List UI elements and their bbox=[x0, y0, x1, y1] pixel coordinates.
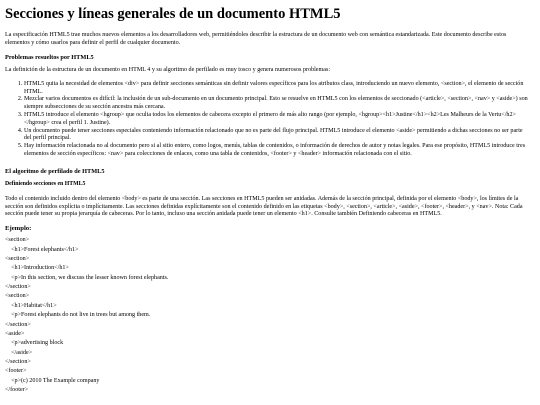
code-line: <p>In this section, we discuss the lesser known forest elephants. bbox=[5, 274, 169, 281]
code-line: </footer> bbox=[5, 387, 29, 394]
code-line: <section> bbox=[5, 293, 30, 300]
problems-list bbox=[5, 81, 530, 159]
intro-paragraph: La especificación HTML5 trae muchos nuevos elementos a los desarrolladores web, permitiéndoles describir la estructura de un documento web con semántica estandarizada. Este documento describe estos elementos y cómo usarlos para definir el perfil de cualquier documento. bbox=[5, 32, 507, 47]
code-line: <aside> bbox=[5, 330, 25, 337]
code-line: <section> bbox=[5, 237, 30, 244]
code-line: </section> bbox=[5, 359, 31, 366]
algorithm-heading: El algoritmo de perfilado de HTML5 bbox=[5, 167, 105, 175]
code-line: <p>(c) 2010 The Example company bbox=[5, 377, 100, 384]
code-example bbox=[5, 236, 530, 395]
code-line: <h1>Introduction</h1> bbox=[5, 265, 69, 272]
defining-sections-heading: Definiendo secciones en HTML5 bbox=[5, 180, 86, 187]
code-line: <p>Forest elephants do not live in trees but among them. bbox=[5, 312, 151, 319]
code-line: <p>advertising block bbox=[5, 340, 64, 347]
problem-item: 1. HTML5 quita la necesidad de elementos <div> para definir secciones semánticas sin definir valores específicos para los atributos class, introduciendo un nuevo elemento, <section>, el elemento de sección HTML. bbox=[24, 81, 530, 97]
code-line: <footer> bbox=[5, 368, 27, 375]
code-line: </section> bbox=[5, 321, 31, 328]
code-line: <section> bbox=[5, 255, 30, 262]
problem-item: 5. Hay información relacionada no al documento pero si al sitio entero, como logos, menús, tablas de contenidos, o información de derechos de autor y notas legales. Para ese propósito, HTML5 introduce tres elementos de sección específicos: <nav> para colecciones de enlaces, como una tabla de contenidos, <footer> y <header> información relacionada con el sitio. bbox=[24, 143, 530, 159]
example-heading: Ejemplo: bbox=[5, 225, 32, 233]
problem-item: 3. HTML5 introduce el elemento <hgroup> que oculta todos los elementos de cabecera excepto el primero de más alto rango (por ejemplo, <hgroup><h1>Justine</h1><h2>Les Malheurs de la Vertu</h2></hgroup> crea el perfil 1. Justine). bbox=[24, 112, 530, 128]
code-line: </section> bbox=[5, 284, 31, 291]
defining-sections-text: Todo el contenido incluido dentro del elemento <body> es parte de una sección. Las secciones en HTML5 pueden ser anidadas. Además de la sección principal, definida por el elemento <body>, los límites de la sección son definidos explícita o implícitamente. Las secciones definidas explícitamente son el contenido definido en las etiquetas <body>, <section>, <article>, <aside>, <footer>, <header>, y <nav>. Nota: Cada sección puede tener su propia jerarquía de cabeceras. Por lo tanto, incluso una sección anidada puede tener un elemento <h1>. Consulte también Definiendo cabeceras en HTML5. bbox=[5, 195, 523, 218]
problems-heading: Problemas resueltos por HTML5 bbox=[5, 53, 94, 61]
code-line: <h1>Forest elephants</h1> bbox=[5, 246, 79, 253]
code-line: </aside> bbox=[5, 349, 33, 356]
page-title: Secciones y líneas generales de un documento HTML5 bbox=[5, 6, 341, 22]
problems-intro: La definición de la estructura de un documento en HTML 4 y su algoritmo de perfilado es muy tosco y genera numerosos problemas: bbox=[5, 66, 331, 73]
code-line: <h1>Habitat</h1> bbox=[5, 302, 57, 309]
problem-item: 4. Un documento puede tener secciones especiales conteniendo información relacionado que no es parte del flujo principal. HTML5 introduce el elemento <aside> permitiendo a dichas secciones no ser parte del perfil principal. bbox=[24, 128, 530, 144]
problem-item: 2. Mezclar varios documentos es difícil: la inclusión de un sub-documento en un documento principal. Esto se resuelve en HTML5 con los elementos de seccionado (<article>, <section>, <nav> y <aside>) son siempre subsecciones de su sección ancestra más cercana. bbox=[24, 96, 530, 112]
